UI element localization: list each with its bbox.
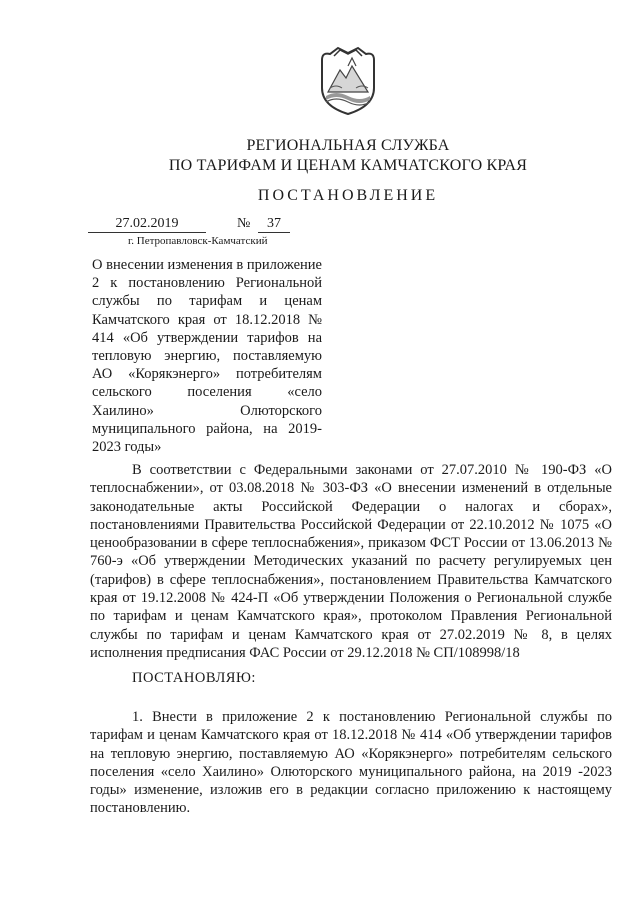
document-number: 37 [258, 216, 290, 233]
decree-item-1: 1. Внести в приложение 2 к постановлению Региональной службы по тарифам и ценам Камчатского края от 18.12.2018 № 414 «Об утверждении тарифов на тепловую энергию, поставляемую АО «Корякэнерго» потребителям сельского поселения «село Хаилино» Олюторского муниципального района, на 2019 -2023 годы» изменение, изложив его в редакции согласно приложению к настоящему постановлению. [90, 709, 612, 817]
preamble-paragraph: В соответствии с Федеральными законами от 27.07.2010 № 190-ФЗ «О теплоснабжении», от 03.08.2018 № 303-ФЗ «О внесении изменений в отдельные законодательные акты Российской Федерации о налогах и сборах», постановлениями Правительства Российской Федерации от 22.10.2012 № 1075 «О ценообразовании в сфере теплоснабжения», приказом ФСТ России от 13.06.2013 № 760-э «Об утверждении Методических указаний по расчету регулируемых цен (тарифов) в сфере теплоснабжения», постановлением Правительства Камчатского края от 19.12.2008 № 424-П «Об утверждении Положения о Региональной службе по тарифам и ценам Камчатского края», протоколом Правления Региональной службы по тарифам и ценам Камчатского края от 27.02.2019 № 8, в целях исполнения предписания ФАС России от 29.12.2018 № СП/108998/18 [90, 462, 612, 661]
document-subject: О внесении изменения в приложение 2 к постановлению Региональной службы по тарифам и ценам Камчатского края от 18.12.2018 № 414 «Об утверждении тарифов на тепловую энергию, поставляемую АО «Корякэнерго» потребителям сельского поселения «село Хаилино» Олюторского муниципального района, на 2019-2023 годы» [92, 257, 322, 456]
organization-name-line2: ПО ТАРИФАМ И ЦЕНАМ КАМЧАТСКОГО КРАЯ [168, 157, 528, 174]
number-label: № [237, 216, 251, 231]
coat-of-arms-icon [312, 44, 384, 116]
document-type: ПОСТАНОВЛЕНИЕ [257, 187, 439, 204]
document-city: г. Петропавловск-Камчатский [128, 235, 268, 247]
organization-name-line1: РЕГИОНАЛЬНАЯ СЛУЖБА [246, 137, 450, 154]
document-date: 27.02.2019 [88, 216, 206, 233]
decree-word: ПОСТАНОВЛЯЮ: [132, 670, 256, 686]
